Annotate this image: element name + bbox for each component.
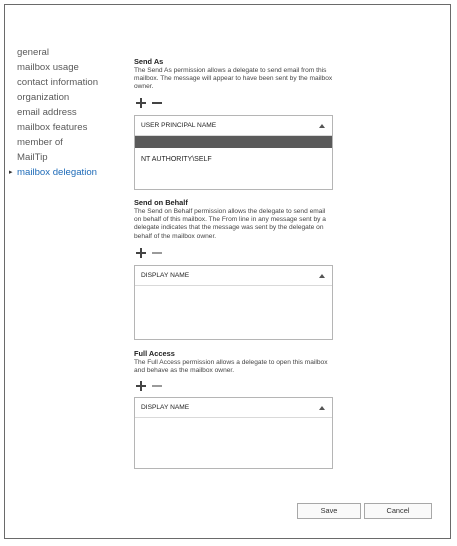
- table-row[interactable]: NT AUTHORITY\SELF: [141, 156, 212, 163]
- sort-ascending-icon: [319, 406, 325, 410]
- column-header-label: DISPLAY NAME: [141, 404, 190, 411]
- nav-item-label: mailbox delegation: [17, 167, 98, 178]
- nav-item-mailtip[interactable]: MailTip: [17, 152, 48, 163]
- nav-item-mailbox-usage[interactable]: mailbox usage: [17, 62, 79, 73]
- plus-icon[interactable]: [136, 380, 146, 392]
- sort-ascending-icon: [319, 124, 325, 128]
- plus-icon[interactable]: [136, 97, 146, 109]
- minus-icon[interactable]: [152, 97, 162, 109]
- nav-item-mailbox-features[interactable]: mailbox features: [17, 122, 88, 133]
- sidebar-nav: [9, 45, 99, 180]
- full-access-list: [134, 397, 333, 469]
- send-as-title: Send As: [134, 57, 164, 66]
- column-header-display-name[interactable]: [135, 266, 332, 286]
- send-on-behalf-list: [134, 265, 333, 340]
- full-access-section: [134, 349, 334, 375]
- column-header-label: USER PRINCIPAL NAME: [141, 122, 217, 129]
- cancel-button[interactable]: Cancel: [364, 503, 432, 519]
- send-on-behalf-title: Send on Behalf: [134, 198, 188, 207]
- column-header-display-name[interactable]: [135, 398, 332, 418]
- send-on-behalf-description: The Send on Behalf permission allows the delegate to send email on behalf of this mailbox. The From line in any message sent by a delegate indicates that the message was sent by the delegate on behalf of the mailbox owner.: [134, 208, 326, 240]
- nav-item-general[interactable]: general: [17, 47, 50, 58]
- full-access-title: Full Access: [134, 349, 175, 358]
- send-on-behalf-section: [134, 198, 334, 241]
- table-row-selected[interactable]: [135, 136, 332, 149]
- send-as-section: [134, 57, 334, 92]
- nav-item-email-address[interactable]: email address: [17, 107, 77, 118]
- sort-ascending-icon: [319, 274, 325, 278]
- nav-item-contact-information[interactable]: contact information: [17, 77, 99, 88]
- minus-icon[interactable]: [152, 247, 162, 259]
- column-header-label: DISPLAY NAME: [141, 272, 190, 279]
- column-header-user-principal-name[interactable]: [135, 116, 332, 136]
- save-button[interactable]: Save: [297, 503, 361, 519]
- nav-item-mailbox-delegation[interactable]: [9, 165, 98, 180]
- nav-item-organization[interactable]: organization: [17, 92, 70, 103]
- send-as-list: [134, 115, 333, 190]
- send-as-description: The Send As permission allows a delegate to send email from this mailbox. The message will appear to have been sent by the mailbox owner.: [134, 67, 333, 91]
- caret-right-icon: ▸: [9, 169, 13, 176]
- nav-item-member-of[interactable]: member of: [17, 137, 63, 148]
- plus-icon[interactable]: [136, 247, 146, 259]
- minus-icon[interactable]: [152, 380, 162, 392]
- full-access-description: The Full Access permission allows a delegate to open this mailbox and behave as the mailbox owner.: [134, 359, 328, 375]
